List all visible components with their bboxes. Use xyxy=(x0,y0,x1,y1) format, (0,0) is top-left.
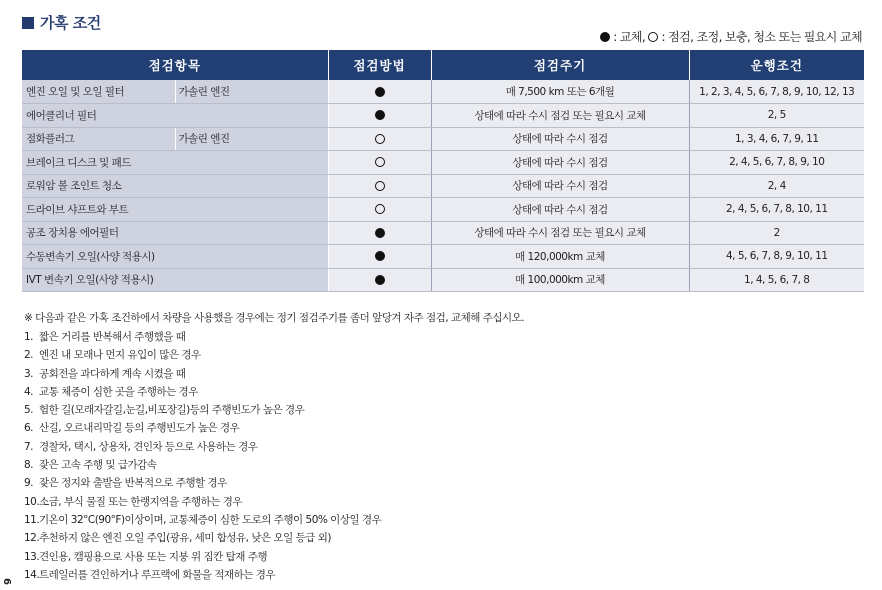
list-item-number: 8. xyxy=(24,459,34,472)
filled-circle-icon xyxy=(375,87,385,97)
empty-circle-icon xyxy=(648,32,658,42)
period-cell: 상태에 따라 수시 점검 xyxy=(431,151,689,175)
method-cell xyxy=(328,80,431,104)
engine-type-cell: 가솔린 엔진 xyxy=(175,127,328,151)
list-item xyxy=(24,511,524,529)
period-cell: 매 7,500 km 또는 6개월 xyxy=(431,80,689,104)
list-item-text: 기온이 32°C(90°F)이상이며, 교통체증이 심한 도로의 주행이 50% 이상일 경우 xyxy=(39,513,382,526)
engine-type-cell: 가솔린 엔진 xyxy=(175,80,328,104)
conditions-cell: 2, 4 xyxy=(689,174,864,198)
empty-circle-icon xyxy=(375,181,385,191)
list-item xyxy=(24,474,524,492)
list-item xyxy=(24,456,524,474)
list-item-number: 5. xyxy=(24,404,34,417)
conditions-cell: 1, 2, 3, 4, 5, 6, 7, 8, 9, 10, 12, 13 xyxy=(689,80,864,104)
list-item-number: 7. xyxy=(24,440,34,453)
item-cell: 점화플러그 xyxy=(22,127,175,151)
item-cell: 로워암 볼 조인트 청소 xyxy=(22,174,328,198)
list-item xyxy=(24,529,524,547)
legend-replace-label: : 교체, xyxy=(613,30,646,44)
item-cell: 수동변속기 오일(사양 적용시) xyxy=(22,245,328,269)
filled-circle-icon xyxy=(375,110,385,120)
list-item-text: 교통 체증이 심한 곳을 주행하는 경우 xyxy=(39,385,198,398)
list-item-text: 공회전을 과다하게 계속 시켰을 때 xyxy=(39,367,186,380)
empty-circle-icon xyxy=(375,134,385,144)
item-cell: 공조 장치용 에어필터 xyxy=(22,221,328,245)
list-item-text: 견인용, 캠핑용으로 사용 또는 지붕 위 짐칸 탑재 주행 xyxy=(39,550,268,563)
conditions-cell: 2, 4, 5, 6, 7, 8, 10, 11 xyxy=(689,198,864,222)
list-item-text: 추천하지 않은 엔진 오일 주입(광유, 세미 합성유, 낮은 오일 등급 외) xyxy=(39,532,331,545)
table-row xyxy=(22,174,864,198)
list-item-text: 산길, 오르내리막길 등의 주행빈도가 높은 경우 xyxy=(39,422,240,435)
method-cell xyxy=(328,151,431,175)
page-number: 6 xyxy=(0,578,12,585)
table-row xyxy=(22,198,864,222)
period-cell: 매 120,000km 교체 xyxy=(431,245,689,269)
list-item-number: 2. xyxy=(24,349,34,362)
list-item xyxy=(24,328,524,346)
method-cell xyxy=(328,268,431,292)
item-cell: 브레이크 디스크 및 패드 xyxy=(22,151,328,175)
maintenance-table xyxy=(22,50,864,292)
table-row xyxy=(22,245,864,269)
list-item-number: 3. xyxy=(24,367,34,380)
period-cell: 매 100,000km 교체 xyxy=(431,268,689,292)
list-item-text: 잦은 정지와 출발을 반복적으로 주행할 경우 xyxy=(39,477,227,490)
table-header-row xyxy=(22,50,864,80)
item-cell: 에어클리너 필터 xyxy=(22,104,328,128)
conditions-cell: 2, 5 xyxy=(689,104,864,128)
list-item-text: 짧은 거리를 반복해서 주행했을 때 xyxy=(39,331,186,343)
list-item xyxy=(24,365,524,383)
table-row xyxy=(22,80,864,104)
empty-circle-icon xyxy=(375,157,385,167)
filled-circle-icon xyxy=(375,228,385,238)
method-cell xyxy=(328,127,431,151)
filled-circle-icon xyxy=(375,251,385,261)
list-item-text: 경찰차, 택시, 상용차, 견인차 등으로 사용하는 경우 xyxy=(39,440,258,453)
method-cell xyxy=(328,104,431,128)
notes-intro: ※ 다음과 같은 가혹 조건하에서 차량을 사용했을 경우에는 정기 점검주기를 좀더 앞당겨 자주 점검, 교체해 주십시오. xyxy=(24,312,525,324)
symbol-legend xyxy=(600,28,862,45)
list-item-number: 11. xyxy=(24,513,40,526)
period-cell: 상태에 따라 수시 점검 또는 필요시 교체 xyxy=(431,104,689,128)
list-item xyxy=(24,401,524,419)
list-item xyxy=(24,548,524,566)
method-cell xyxy=(328,221,431,245)
list-item-text: 소금, 부식 물질 또는 한랭지역을 주행하는 경우 xyxy=(39,495,243,508)
list-item xyxy=(24,419,524,437)
method-cell xyxy=(328,198,431,222)
method-cell xyxy=(328,245,431,269)
title-square-icon xyxy=(22,17,34,29)
period-cell: 상태에 따라 수시 점검 또는 필요시 교체 xyxy=(431,221,689,245)
empty-circle-icon xyxy=(375,204,385,214)
list-item-text: 엔진 내 모래나 먼지 유입이 많은 경우 xyxy=(39,349,201,362)
column-header-method: 점검방법 xyxy=(328,50,431,80)
severe-conditions-notes xyxy=(24,309,524,584)
legend-inspect-label: : 점검, 조정, 보충, 청소 또는 필요시 교체 xyxy=(661,30,862,44)
list-item-number: 10. xyxy=(24,495,40,508)
conditions-cell: 2 xyxy=(689,221,864,245)
list-item xyxy=(24,566,524,584)
column-header-period: 점검주기 xyxy=(431,50,689,80)
period-cell: 상태에 따라 수시 점검 xyxy=(431,198,689,222)
list-item-number: 1. xyxy=(24,331,34,343)
conditions-cell: 1, 3, 4, 6, 7, 9, 11 xyxy=(689,127,864,151)
table-row xyxy=(22,268,864,292)
list-item-number: 9. xyxy=(24,477,34,490)
item-cell: IVT 변속기 오일(사양 적용시) xyxy=(22,268,328,292)
period-cell: 상태에 따라 수시 점검 xyxy=(431,127,689,151)
conditions-cell: 4, 5, 6, 7, 8, 9, 10, 11 xyxy=(689,245,864,269)
conditions-cell: 1, 4, 5, 6, 7, 8 xyxy=(689,268,864,292)
filled-circle-icon xyxy=(600,32,610,42)
list-item xyxy=(24,438,524,456)
method-cell xyxy=(328,174,431,198)
list-item xyxy=(24,383,524,401)
list-item-text: 잦은 고속 주행 및 급가감속 xyxy=(39,459,157,472)
list-item-number: 6. xyxy=(24,422,34,435)
table-row xyxy=(22,127,864,151)
section-title-text: 가혹 조건 xyxy=(40,14,101,32)
list-item-text: 트레일러를 견인하거나 루프랙에 화물을 적재하는 경우 xyxy=(39,568,275,581)
period-cell: 상태에 따라 수시 점검 xyxy=(431,174,689,198)
item-cell: 엔진 오일 및 오일 필터 xyxy=(22,80,175,104)
list-item-number: 14. xyxy=(24,568,40,581)
list-item-number: 12. xyxy=(24,532,40,545)
list-item-number: 13. xyxy=(24,550,40,563)
item-cell: 드라이브 샤프트와 부트 xyxy=(22,198,328,222)
table-row xyxy=(22,104,864,128)
list-item-text: 험한 길(모래자갈길,눈길,비포장길)등의 주행빈도가 높은 경우 xyxy=(39,404,305,417)
list-item xyxy=(24,493,524,511)
table-body xyxy=(22,80,864,292)
notes-list xyxy=(24,328,524,584)
column-header-item: 점검항목 xyxy=(22,50,328,80)
table-row xyxy=(22,151,864,175)
conditions-cell: 2, 4, 5, 6, 7, 8, 9, 10 xyxy=(689,151,864,175)
list-item-number: 4. xyxy=(24,385,34,398)
list-item xyxy=(24,346,524,364)
column-header-conditions: 운행조건 xyxy=(689,50,864,80)
section-title xyxy=(22,12,101,33)
table-row xyxy=(22,221,864,245)
filled-circle-icon xyxy=(375,275,385,285)
